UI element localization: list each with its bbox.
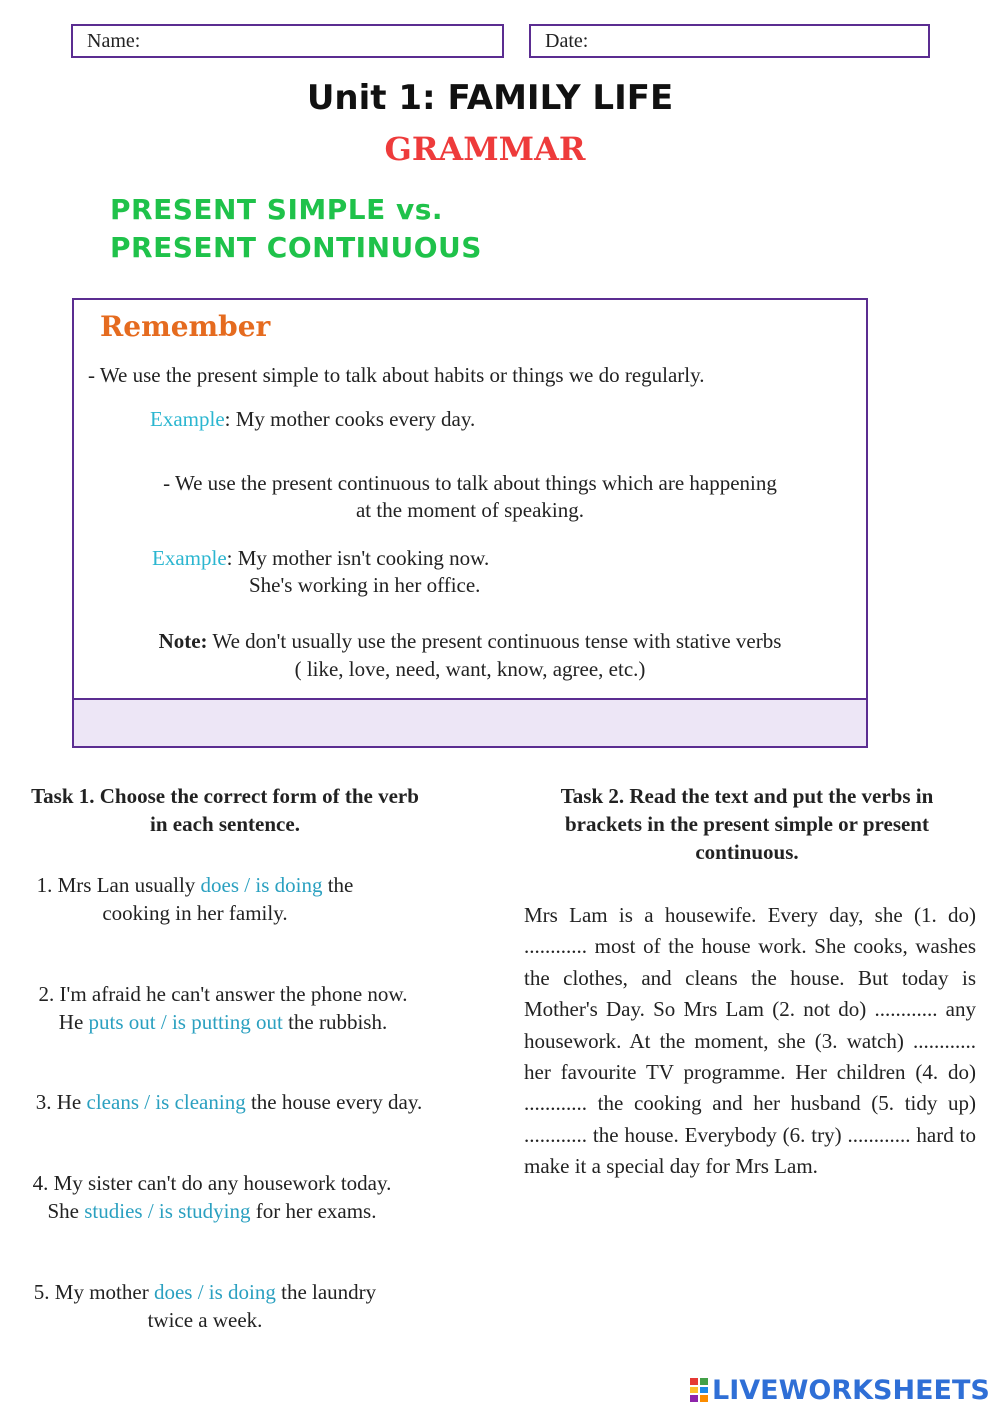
example-1-text: : My mother cooks every day. — [224, 407, 476, 431]
item-text: the rubbish. — [282, 1010, 388, 1034]
liveworksheets-logo-text: LIVEWORKSHEETS — [712, 1374, 990, 1406]
item-text: for her exams. — [250, 1199, 377, 1223]
remember-box — [72, 298, 868, 748]
topic-line-1: PRESENT SIMPLE vs. — [110, 193, 444, 226]
example-2-label: Example — [152, 546, 227, 570]
example-1-label: Example — [150, 407, 225, 431]
date-label: Date: — [545, 30, 589, 52]
task-1-heading: Task 1. Choose the correct form of the verb in each sentence. — [31, 784, 419, 836]
page-title: Unit 1: FAMILY LIFE — [306, 78, 674, 118]
verb-choice[interactable]: does / is doing — [153, 1280, 276, 1304]
example-2 — [152, 546, 489, 571]
page-subtitle: GRAMMAR — [384, 130, 586, 168]
item-text: 4. My sister can't do any housework today. — [32, 1171, 392, 1195]
item-text: He — [58, 1010, 89, 1034]
liveworksheets-logo — [690, 1372, 990, 1408]
item-text: 1. Mrs Lan usually — [36, 873, 201, 897]
rule-present-continuous-line-1: - We use the present continuous to talk about things which are happening — [163, 471, 777, 495]
task-1-item-4 — [0, 1169, 424, 1225]
remember-heading: Remember — [100, 310, 271, 343]
item-text: 2. I'm afraid he can't answer the phone now. — [38, 982, 408, 1006]
item-text: the — [322, 873, 354, 897]
task-2-heading: Task 2. Read the text and put the verbs in brackets in the present simple or present continuous. — [560, 784, 934, 864]
verb-choice[interactable]: cleans / is cleaning — [86, 1090, 246, 1114]
note-line-2: ( like, love, need, want, know, agree, etc.) — [294, 657, 646, 681]
rule-present-simple: - We use the present simple to talk about habits or things we do regularly. — [88, 363, 705, 387]
item-text: She — [47, 1199, 85, 1223]
example-2-line-1: : My mother isn't cooking now. — [226, 546, 490, 570]
task-2-text: Mrs Lam is a housewife. Every day, she (1. do) ............ most of the house work. She cooks, washes the clothes, and cleans the house. But today is Mother's Day. So Mrs Lam (2. not do) ............ any housework. At the moment, she (3. watch) ............ her favourite TV programme. Her children (4. do) ............ the cooking and her husband (5. tidy up) ............ the house. Everybody (6. try) ............ hard to make it a special day for Mrs Lam. — [524, 903, 976, 1179]
item-text: the laundry — [275, 1280, 377, 1304]
topic-line-2: PRESENT CONTINUOUS — [110, 231, 482, 264]
task-1-item-1 — [0, 871, 390, 927]
rule-present-continuous-line-2: at the moment of speaking. — [355, 498, 585, 522]
task-1-item-5 — [0, 1278, 410, 1334]
note-line-1 — [74, 629, 866, 654]
note-text: We don't usually use the present continuous tense with stative verbs — [207, 629, 782, 653]
remember-strip — [74, 698, 866, 746]
date-field[interactable] — [529, 24, 930, 58]
task-1-item-2 — [0, 980, 446, 1036]
name-field[interactable] — [71, 24, 504, 58]
example-2-line-2: She's working in her office. — [249, 573, 481, 597]
example-1 — [150, 407, 475, 432]
verb-choice[interactable]: does / is doing — [200, 873, 323, 897]
verb-choice[interactable]: studies / is studying — [84, 1199, 251, 1223]
item-text: cooking in her family. — [102, 901, 288, 925]
item-text: 5. My mother — [33, 1280, 154, 1304]
note-label: Note: — [158, 629, 208, 653]
item-text: twice a week. — [147, 1308, 263, 1332]
name-label: Name: — [87, 30, 141, 52]
item-text: 3. He — [35, 1090, 87, 1114]
verb-choice[interactable]: puts out / is putting out — [88, 1010, 283, 1034]
liveworksheets-logo-icon — [690, 1378, 708, 1402]
item-text: the house every day. — [245, 1090, 423, 1114]
task-1-item-3 — [0, 1088, 458, 1116]
